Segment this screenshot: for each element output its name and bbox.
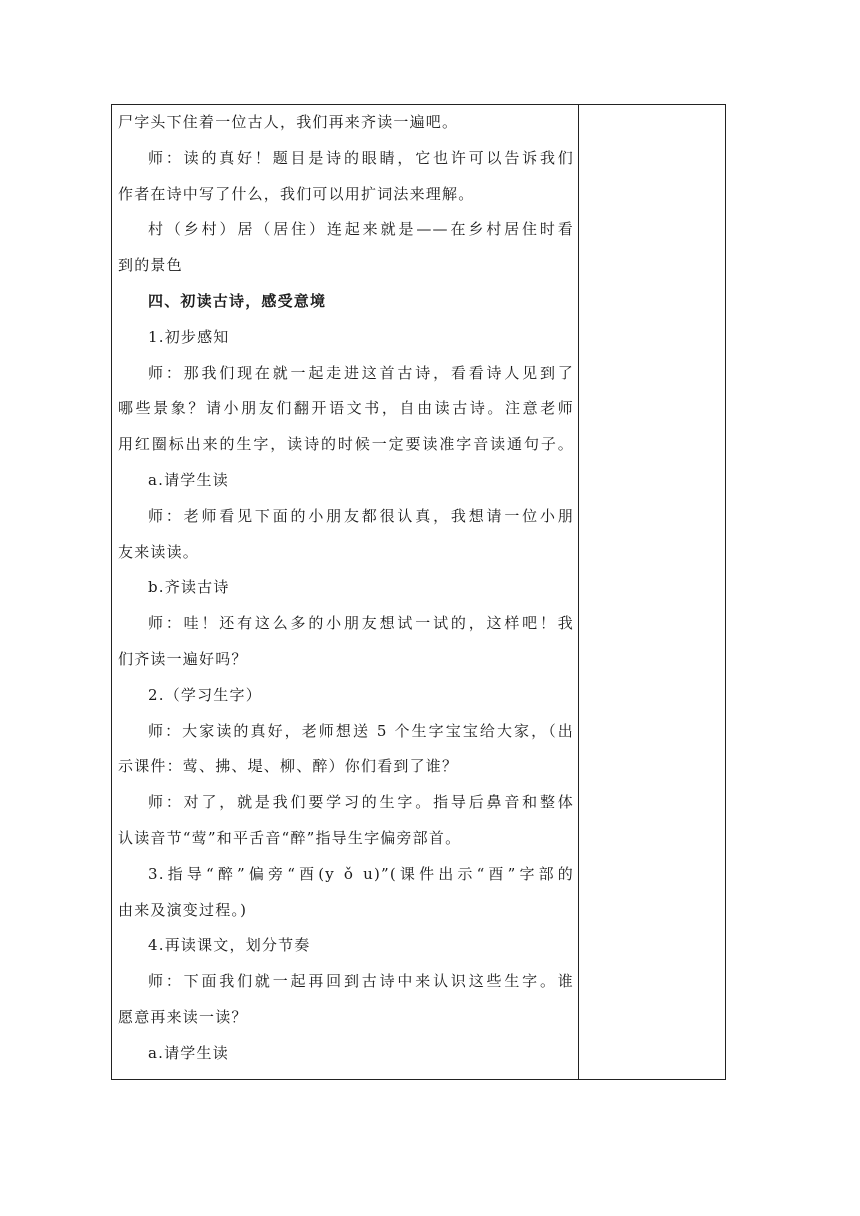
text-line: 作者在诗中写了什么，我们可以用扩词法来理解。: [118, 184, 475, 203]
text-line: 师：大家读的真好，老师想送 5 个生字宝宝给大家，（出: [148, 721, 574, 740]
text-line: 友来读读。: [118, 542, 200, 561]
text-line: 师：老师看见下面的小朋友都很认真，我想请一位小朋: [148, 506, 574, 525]
text-line: 师：读的真好！题目是诗的眼睛，它也许可以告诉我们: [148, 148, 574, 167]
section-heading: 四、初读古诗，感受意境: [148, 291, 327, 310]
text-line: 由来及演变过程。): [118, 900, 248, 919]
notes-cell: [579, 105, 725, 1079]
text-line: 4.再读课文，划分节奏: [148, 936, 311, 955]
lesson-content-cell: [118, 105, 574, 1072]
text-line: 认读音节“莺”和平舌音“醉”指导生字偏旁部首。: [118, 828, 462, 847]
text-line: 哪些景象？请小朋友们翻开语文书，自由读古诗。注意老师: [118, 399, 574, 418]
text-line: 师：那我们现在就一起走进这首古诗，看看诗人见到了: [148, 363, 574, 382]
text-line: 2.（学习生字）: [148, 685, 262, 704]
text-line: 用红圈标出来的生字，读诗的时候一定要读准字音读通句子。: [118, 435, 574, 454]
text-line: b.齐读古诗: [148, 578, 230, 597]
text-line: 3.指导“醉”偏旁“酉(y ǒ u)”(课件出示“酉”字部的: [148, 864, 574, 883]
text-line: 村（乡村）居（居住）连起来就是——在乡村居住时看: [148, 220, 574, 239]
text-line: 师：对了，就是我们要学习的生字。指导后鼻音和整体: [148, 793, 574, 812]
text-line: 尸字头下住着一位古人，我们再来齐读一遍吧。: [118, 113, 459, 131]
lesson-plan-table: [111, 104, 726, 1080]
text-line: 1.初步感知: [148, 327, 230, 346]
text-line: 师：哇！还有这么多的小朋友想试一试的，这样吧！我: [148, 614, 574, 633]
text-line: a.请学生读: [148, 1043, 229, 1062]
text-line: 师：下面我们就一起再回到古诗中来认识这些生字。谁: [148, 972, 574, 991]
text-line: a.请学生读: [148, 470, 229, 489]
text-line: 们齐读一遍好吗？: [118, 649, 248, 668]
text-line: 到的景色: [118, 256, 183, 275]
text-line: 示课件：莺、拂、堤、柳、醉）你们看到了谁？: [118, 757, 459, 776]
text-line: 愿意再来读一读？: [118, 1007, 248, 1026]
